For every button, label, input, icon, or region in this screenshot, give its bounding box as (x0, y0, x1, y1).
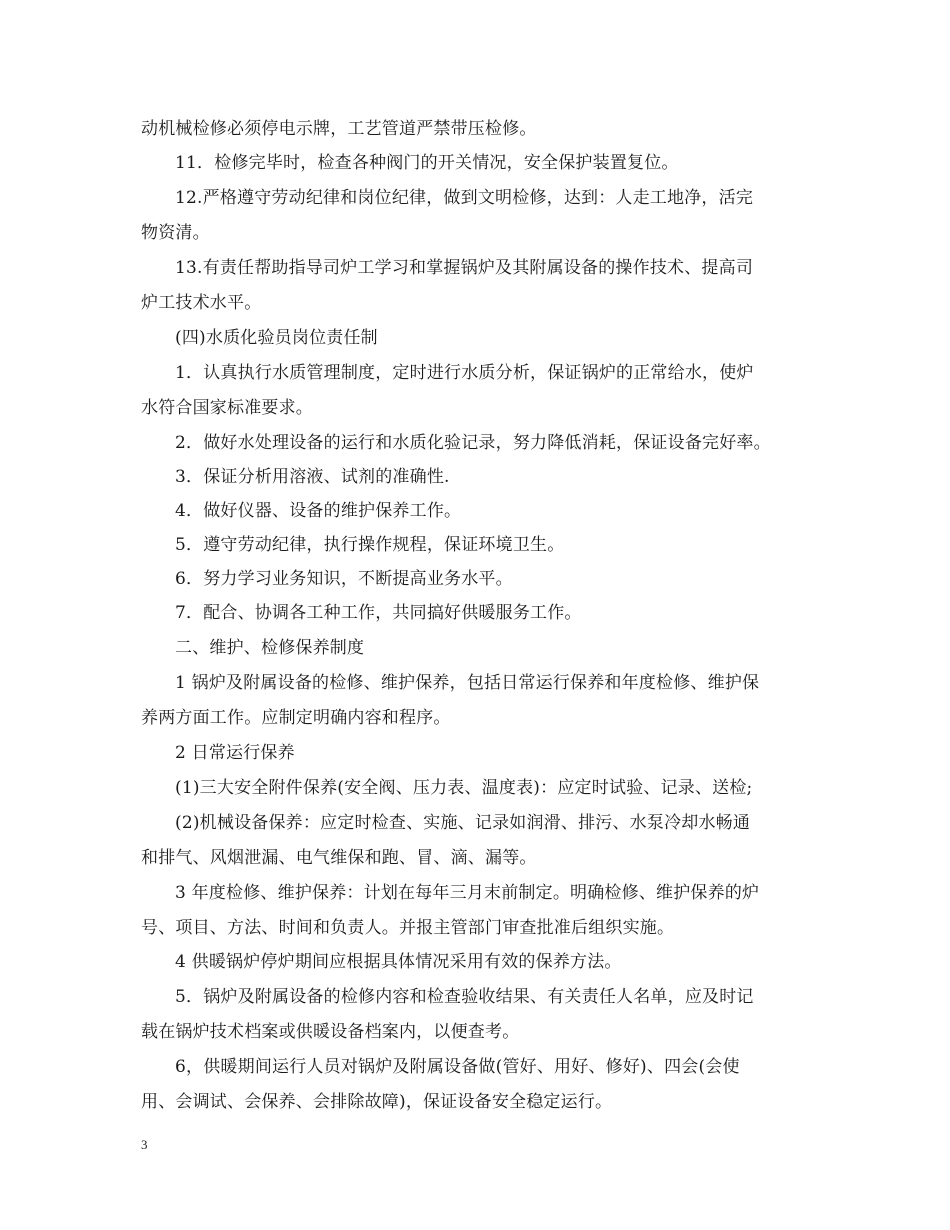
text-line: (1)三大安全附件保养(安全阀、压力表、温度表)：应定时试验、记录、送检; (175, 778, 753, 798)
text-line: 2．做好水处理设备的运行和水质化验记录，努力降低消耗，保证设备完好率。 (175, 433, 771, 453)
text-line: 4 供暖锅炉停炉期间应根据具体情况采用有效的保养方法。 (175, 952, 622, 972)
text-line: 12.严格遵守劳动纪律和岗位纪律，做到文明检修，达到：人走工地净，活完 (175, 188, 754, 208)
text-line: 6，供暖期间运行人员对锅炉及附属设备做(管好、用好、修好)、四会(会使 (175, 1057, 740, 1077)
text-line: 6．努力学习业务知识，不断提高业务水平。 (175, 569, 513, 589)
section-heading: 二、维护、检修保养制度 (175, 638, 365, 658)
section-heading: (四)水质化验员岗位责任制 (175, 328, 378, 348)
text-line: 1 锅炉及附属设备的检修、维护保养，包括日常运行保养和年度检修、维护保 (175, 673, 760, 693)
text-line: (2)机械设备保养：应定时检查、实施、记录如润滑、排污、水泵冷却水畅通 (175, 813, 751, 833)
text-line: 物资清。 (141, 223, 210, 243)
text-line: 5．锅炉及附属设备的检修内容和检查验收结果、有关责任人名单，应及时记 (175, 987, 754, 1007)
text-line: 7．配合、协调各工种工作，共同搞好供暖服务工作。 (175, 603, 582, 623)
text-line: 4．做好仪器、设备的维护保养工作。 (175, 501, 462, 521)
text-line: 用、会调试、会保养、会排除故障)，保证设备安全稳定运行。 (141, 1092, 613, 1112)
page-number: 3 (141, 1137, 148, 1152)
text-line: 3 年度检修、维护保养：计划在每年三月末前制定。明确检修、维护保养的炉 (175, 883, 760, 903)
text-line: 2 日常运行保养 (175, 743, 295, 763)
text-line: 3．保证分析用溶液、试剂的准确性. (175, 467, 450, 487)
text-line: 号、项目、方法、时间和负责人。并报主管部门审查批准后组织实施。 (141, 918, 675, 938)
text-line: 1．认真执行水质管理制度，定时进行水质分析，保证锅炉的正常给水，使炉 (175, 363, 754, 383)
text-line: 养两方面工作。应制定明确内容和程序。 (141, 708, 451, 728)
text-line: 13.有责任帮助指导司炉工学习和掌握锅炉及其附属设备的操作技术、提高司 (175, 258, 754, 278)
text-line: 11．检修完毕时，检查各种阀门的开关情况，安全保护装置复位。 (175, 153, 679, 173)
text-line: 动机械检修必须停电示牌，工艺管道严禁带压检修。 (141, 119, 537, 139)
text-line: 炉工技术水平。 (141, 293, 262, 313)
text-line: 和排气、风烟泄漏、电气维保和跑、冒、滴、漏等。 (141, 848, 537, 868)
text-line: 载在锅炉技术档案或供暖设备档案内，以便查考。 (141, 1022, 520, 1042)
text-line: 水符合国家标准要求。 (141, 398, 313, 418)
text-line: 5．遵守劳动纪律，执行操作规程，保证环境卫生。 (175, 535, 565, 555)
